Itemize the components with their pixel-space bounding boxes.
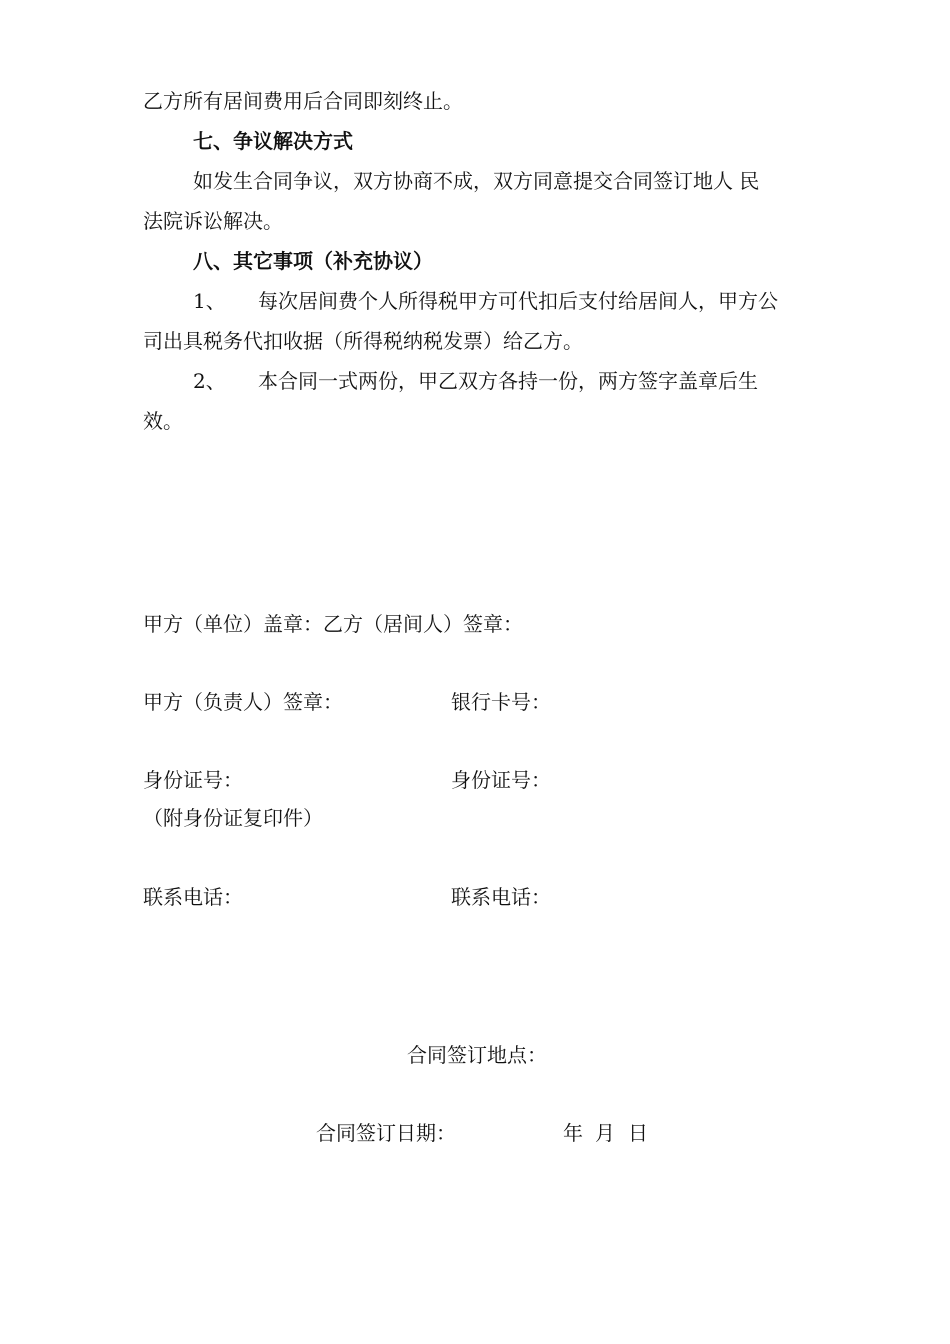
item-2-line2: 效。 <box>143 409 183 433</box>
date-month: 月 <box>595 1121 615 1145</box>
date-day: 日 <box>628 1121 648 1145</box>
party-a-phone-label: 联系电话： <box>143 885 243 909</box>
party-a-rep-label: 甲方（负责人）签章： <box>143 690 343 714</box>
party-a-id-label: 身份证号： <box>143 768 243 792</box>
item-1-line2: 司出具税务代扣收据（所得税纳税发票）给乙方。 <box>143 329 583 353</box>
seal-line: 甲方（单位）盖章：乙方（居间人）签章： <box>143 612 523 636</box>
bank-card-label: 银行卡号： <box>451 690 551 714</box>
item-1-line1: 每次居间费个人所得税甲方可代扣后支付给居间人，甲方公 <box>258 289 778 313</box>
party-b-id-label: 身份证号： <box>451 768 551 792</box>
signing-date-label: 合同签订日期： <box>316 1121 456 1145</box>
id-copy-note: （附身份证复印件） <box>143 806 323 830</box>
party-b-phone-label: 联系电话： <box>451 885 551 909</box>
item-1-number: 1、 <box>193 289 226 313</box>
signing-place-label: 合同签订地点： <box>407 1043 547 1067</box>
paragraph-termination: 乙方所有居间费用后合同即刻终止。 <box>143 89 463 113</box>
section-8-title: 八、其它事项（补充协议） <box>193 249 433 273</box>
item-2-line1: 本合同一式两份，甲乙双方各持一份，两方签字盖章后生 <box>258 369 758 393</box>
item-2-number: 2、 <box>193 369 226 393</box>
date-year: 年 <box>563 1121 583 1145</box>
section-7-body-line1 <box>193 168 818 194</box>
section-7-body-line2: 法院诉讼解决。 <box>143 209 283 233</box>
section-7-title: 七、争议解决方式 <box>193 129 353 153</box>
section-7-body-text: 如发生合同争议，双方协商不成，双方同意提交合同签订地人 民 <box>193 169 760 193</box>
